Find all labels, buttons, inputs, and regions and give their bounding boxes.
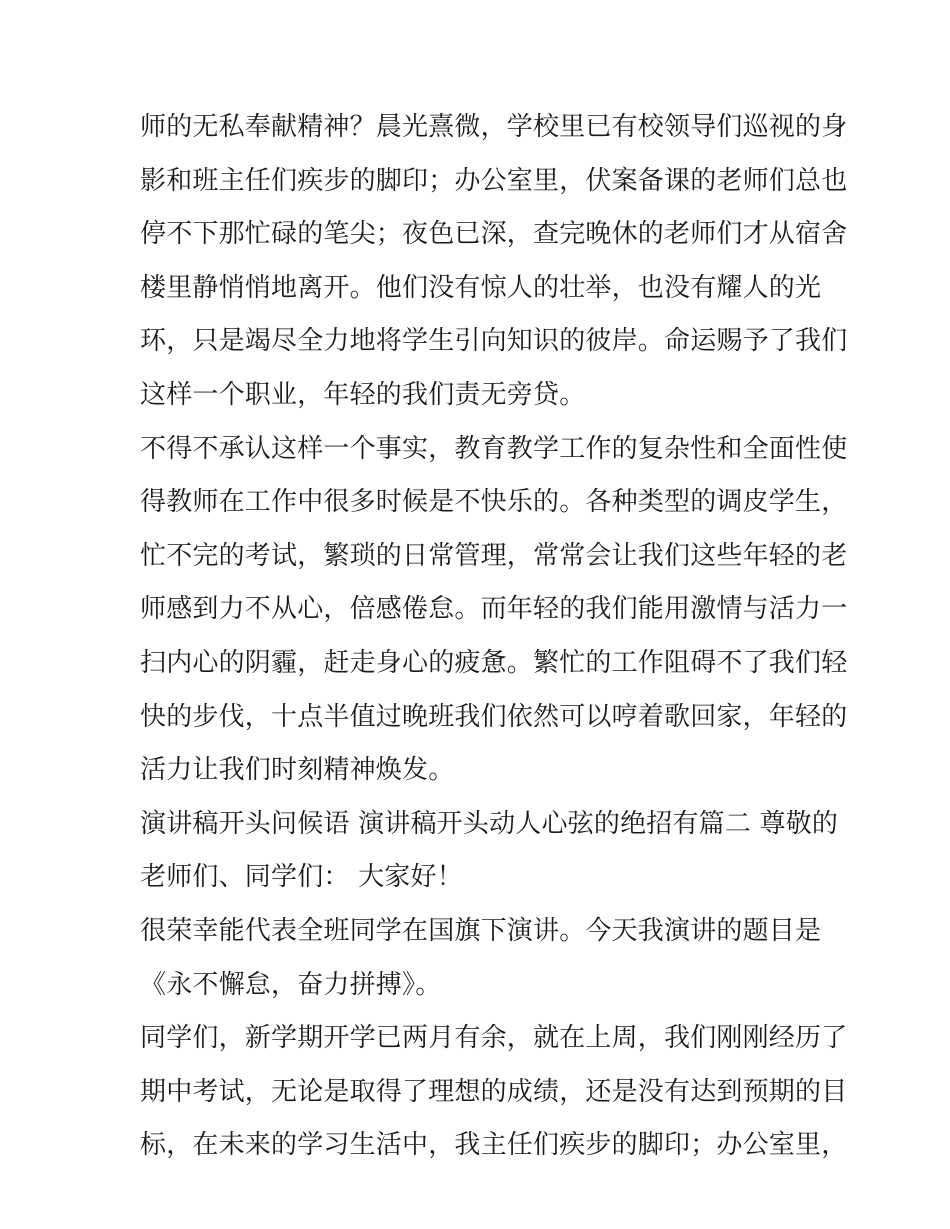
text-line: 同学们，新学期开学已两月有余，就在上周，我们刚刚经历了	[140, 1023, 848, 1054]
text-line: 演讲稿开头问候语 演讲稿开头动人心弦的绝招有篇二 尊敬的	[140, 808, 839, 839]
text-line: 这样一个职业，年轻的我们责无旁贷。	[140, 379, 586, 410]
text-line: 停不下那忙碌的笔尖；夜色已深，查完晚休的老师们才从宿舍	[140, 219, 848, 250]
text-line: 得教师在工作中很多时候是不快乐的。各种类型的调皮学生，	[140, 487, 848, 518]
text-line: 环，只是竭尽全力地将学生引向知识的彼岸。命运赐予了我们	[140, 326, 848, 357]
text-line: 扫内心的阴霾，赶走身心的疲惫。繁忙的工作阻碍不了我们轻	[140, 647, 848, 678]
text-line: 师的无私奉献精神？晨光熹微，学校里已有校领导们巡视的身	[140, 112, 848, 142]
text-line: 不得不承认这样一个事实，教育教学工作的复杂性和全面性使	[140, 433, 848, 464]
text-line: 很荣幸能代表全班同学在国旗下演讲。今天我演讲的题目是	[140, 915, 822, 946]
text-line: 忙不完的考试，繁琐的日常管理，常常会让我们这些年轻的老	[140, 540, 848, 571]
document-body	[140, 101, 848, 1173]
text-line: 师感到力不从心，倍感倦怠。而年轻的我们能用激情与活力一	[140, 594, 848, 625]
text-line: 期中考试，无论是取得了理想的成绩，还是没有达到预期的目	[140, 1076, 848, 1107]
text-line: 老师们、同学们： 大家好！	[140, 862, 463, 893]
text-line: 快的步伐，十点半值过晚班我们依然可以哼着歌回家，年轻的	[140, 701, 848, 732]
text-line: 楼里静悄悄地离开。他们没有惊人的壮举，也没有耀人的光	[140, 272, 822, 303]
text-line: 活力让我们时刻精神焕发。	[140, 755, 455, 786]
text-line: 《永不懈怠，奋力拼搏》。	[140, 969, 442, 1000]
text-line: 影和班主任们疾步的脚印；办公室里，伏案备课的老师们总也	[140, 165, 848, 196]
text-line: 标，在未来的学习生活中，我主任们疾步的脚印；办公室里，	[140, 1130, 848, 1161]
